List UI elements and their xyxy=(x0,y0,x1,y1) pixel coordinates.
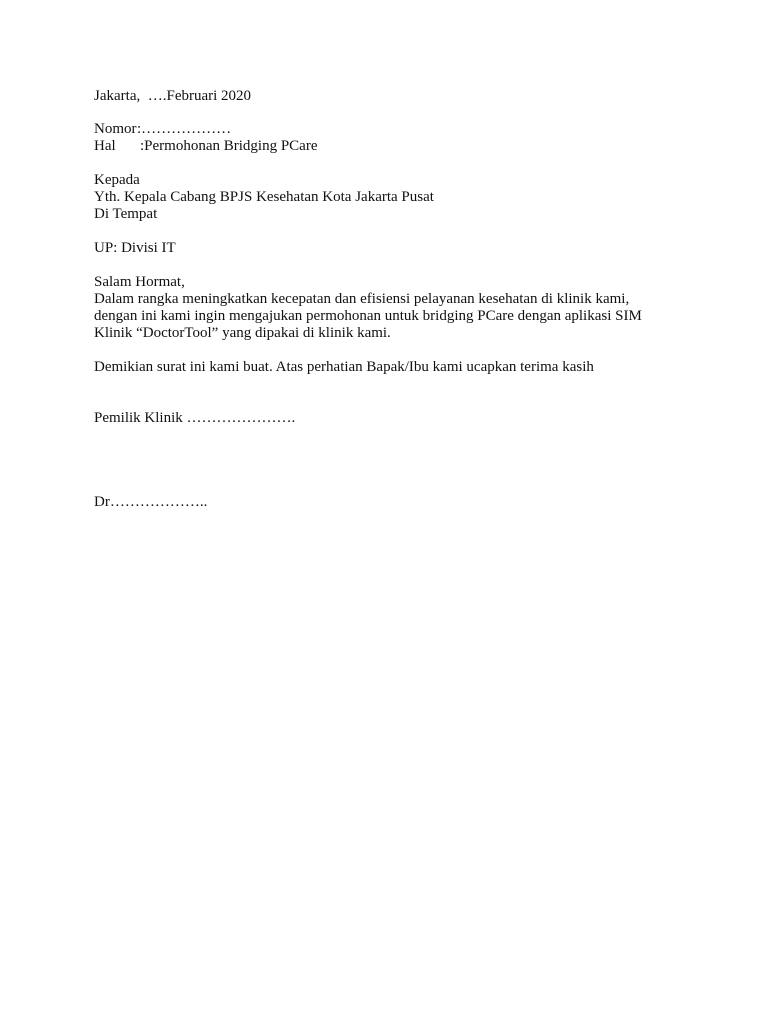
spacer xyxy=(94,427,694,494)
up-line: UP: Divisi IT xyxy=(94,240,176,256)
signer-name: Dr……………….. xyxy=(94,494,208,510)
greeting: Salam Hormat, xyxy=(94,274,185,290)
spacer xyxy=(94,223,694,240)
nomor-value: :……………… xyxy=(137,121,232,137)
letter-body xyxy=(94,88,694,511)
spacer xyxy=(94,155,694,172)
signer-title: Pemilik Klinik …………………. xyxy=(94,410,296,426)
recipient-kepada: Kepada xyxy=(94,172,140,188)
closing-line: Demikian surat ini kami buat. Atas perhatian Bapak/Ibu kami ucapkan terima kasih xyxy=(94,359,594,375)
nomor-label: Nomor xyxy=(94,121,137,137)
hal-row xyxy=(94,138,694,155)
body-line-3: Klinik “DoctorTool” yang dipakai di klinik kami. xyxy=(94,325,391,341)
recipient-yth: Yth. Kepala Cabang BPJS Kesehatan Kota Jakarta Pusat xyxy=(94,189,434,205)
spacer xyxy=(94,376,694,410)
spacer xyxy=(94,257,694,274)
date-line: Jakarta, ….Februari 2020 xyxy=(94,88,252,104)
hal-label: Hal xyxy=(94,138,116,154)
spacer xyxy=(94,342,694,359)
nomor-row xyxy=(94,121,694,138)
spacer xyxy=(94,105,694,121)
hal-value: :Permohonan Bridging PCare xyxy=(140,138,318,154)
body-line-2: dengan ini kami ingin mengajukan permohonan untuk bridging PCare dengan aplikasi SIM xyxy=(94,308,642,324)
recipient-tempat: Di Tempat xyxy=(94,206,158,222)
body-line-1: Dalam rangka meningkatkan kecepatan dan efisiensi pelayanan kesehatan di klinik kami, xyxy=(94,291,630,307)
